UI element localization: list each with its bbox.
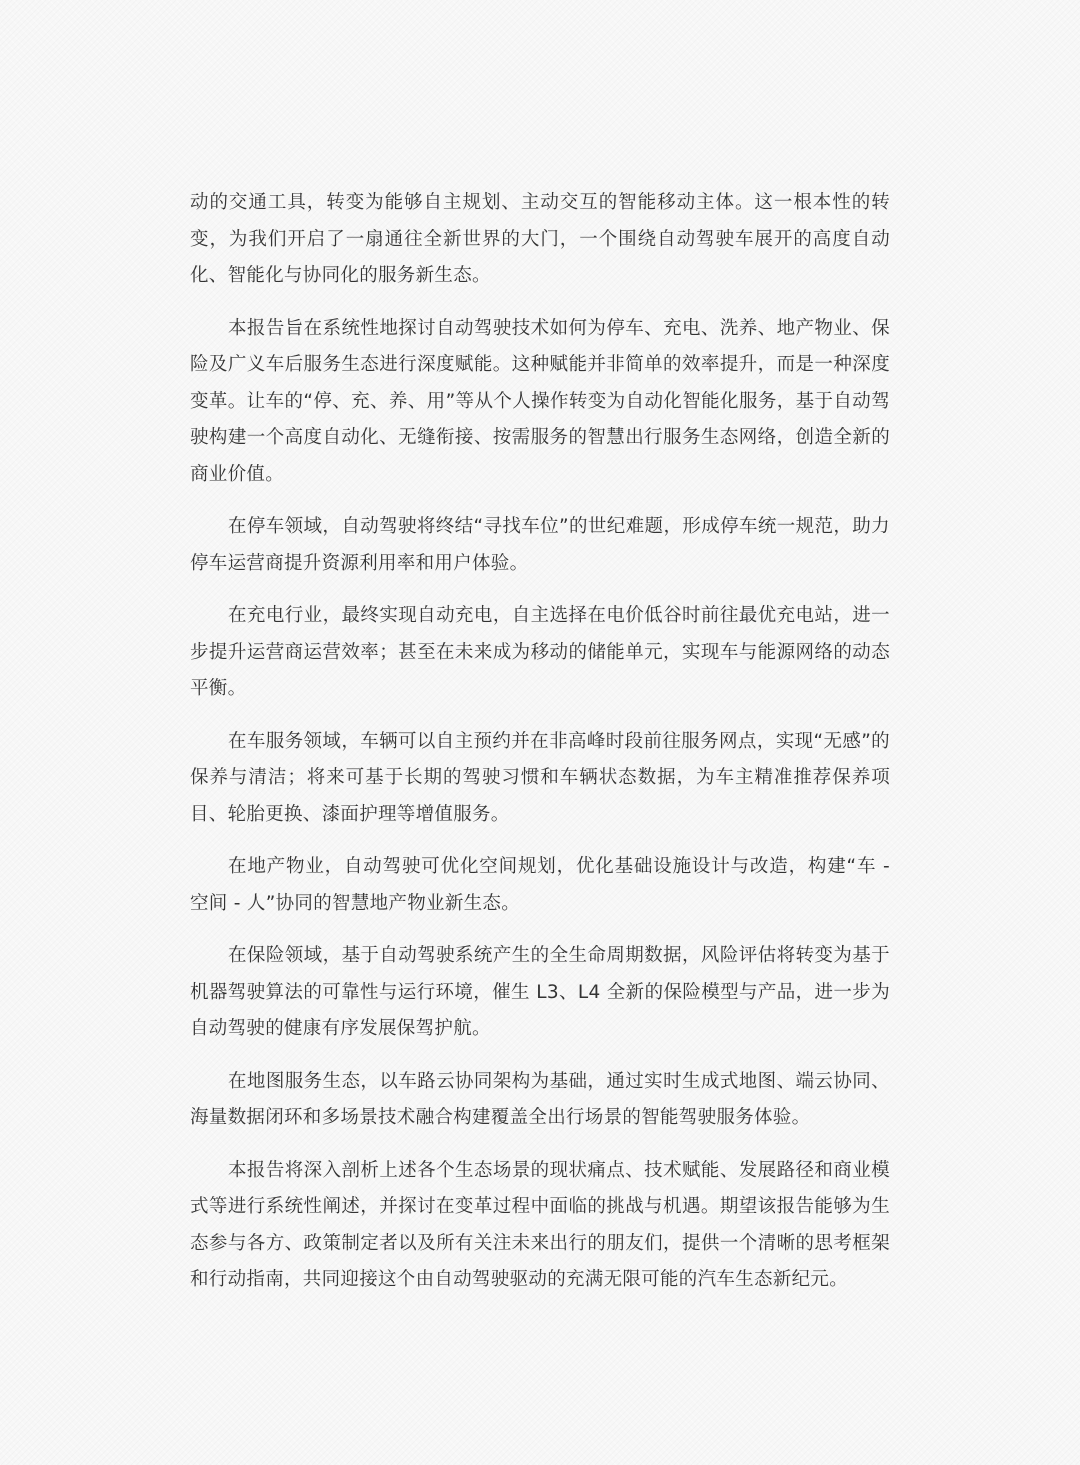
paragraph-7: 在保险领域，基于自动驾驶系统产生的全生命周期数据，风险评估将转变为基于机器驾驶算法的可靠性与运行环境，催生 L3、L4 全新的保险模型与产品，进一步为自动驾驶的健康有序发展保驾护航。 [190, 945, 890, 1039]
body-text [190, 185, 890, 1315]
paragraph-1: 动的交通工具，转变为能够自主规划、主动交互的智能移动主体。这一根本性的转变，为我们开启了一扇通往全新世界的大门，一个围绕自动驾驶车展开的高度自动化、智能化与协同化的服务新生态。 [190, 192, 890, 286]
paragraph-2: 本报告旨在系统性地探讨自动驾驶技术如何为停车、充电、洗养、地产物业、保险及广义车后服务生态进行深度赋能。这种赋能并非简单的效率提升，而是一种深度变革。让车的“停、充、养、用”等从个人操作转变为自动化智能化服务，基于自动驾驶构建一个高度自动化、无缝衔接、按需服务的智慧出行服务生态网络，创造全新的商业价值。 [190, 317, 890, 485]
paragraph-6: 在地产物业，自动驾驶可优化空间规划，优化基础设施设计与改造，构建“车 - 空间 - 人”协同的智慧地产物业新生态。 [190, 856, 890, 914]
paragraph-8: 在地图服务生态，以车路云协同架构为基础，通过实时生成式地图、端云协同、海量数据闭环和多场景技术融合构建覆盖全出行场景的智能驾驶服务体验。 [190, 1070, 890, 1128]
paragraph-3: 在停车领域，自动驾驶将终结“寻找车位”的世纪难题，形成停车统一规范，助力停车运营商提升资源利用率和用户体验。 [190, 516, 890, 574]
paragraph-9: 本报告将深入剖析上述各个生态场景的现状痛点、技术赋能、发展路径和商业模式等进行系统性阐述，并探讨在变革过程中面临的挑战与机遇。期望该报告能够为生态参与各方、政策制定者以及所有关注未来出行的朋友们，提供一个清晰的思考框架和行动指南，共同迎接这个由自动驾驶驱动的充满无限可能的汽车生态新纪元。 [190, 1159, 890, 1290]
paragraph-5: 在车服务领域，车辆可以自主预约并在非高峰时段前往服务网点，实现“无感”的保养与清洁；将来可基于长期的驾驶习惯和车辆状态数据，为车主精准推荐保养项目、轮胎更换、漆面护理等增值服务。 [190, 730, 890, 825]
paragraph-4: 在充电行业，最终实现自动充电，自主选择在电价低谷时前往最优充电站，进一步提升运营商运营效率；甚至在未来成为移动的储能单元，实现车与能源网络的动态平衡。 [190, 605, 890, 699]
